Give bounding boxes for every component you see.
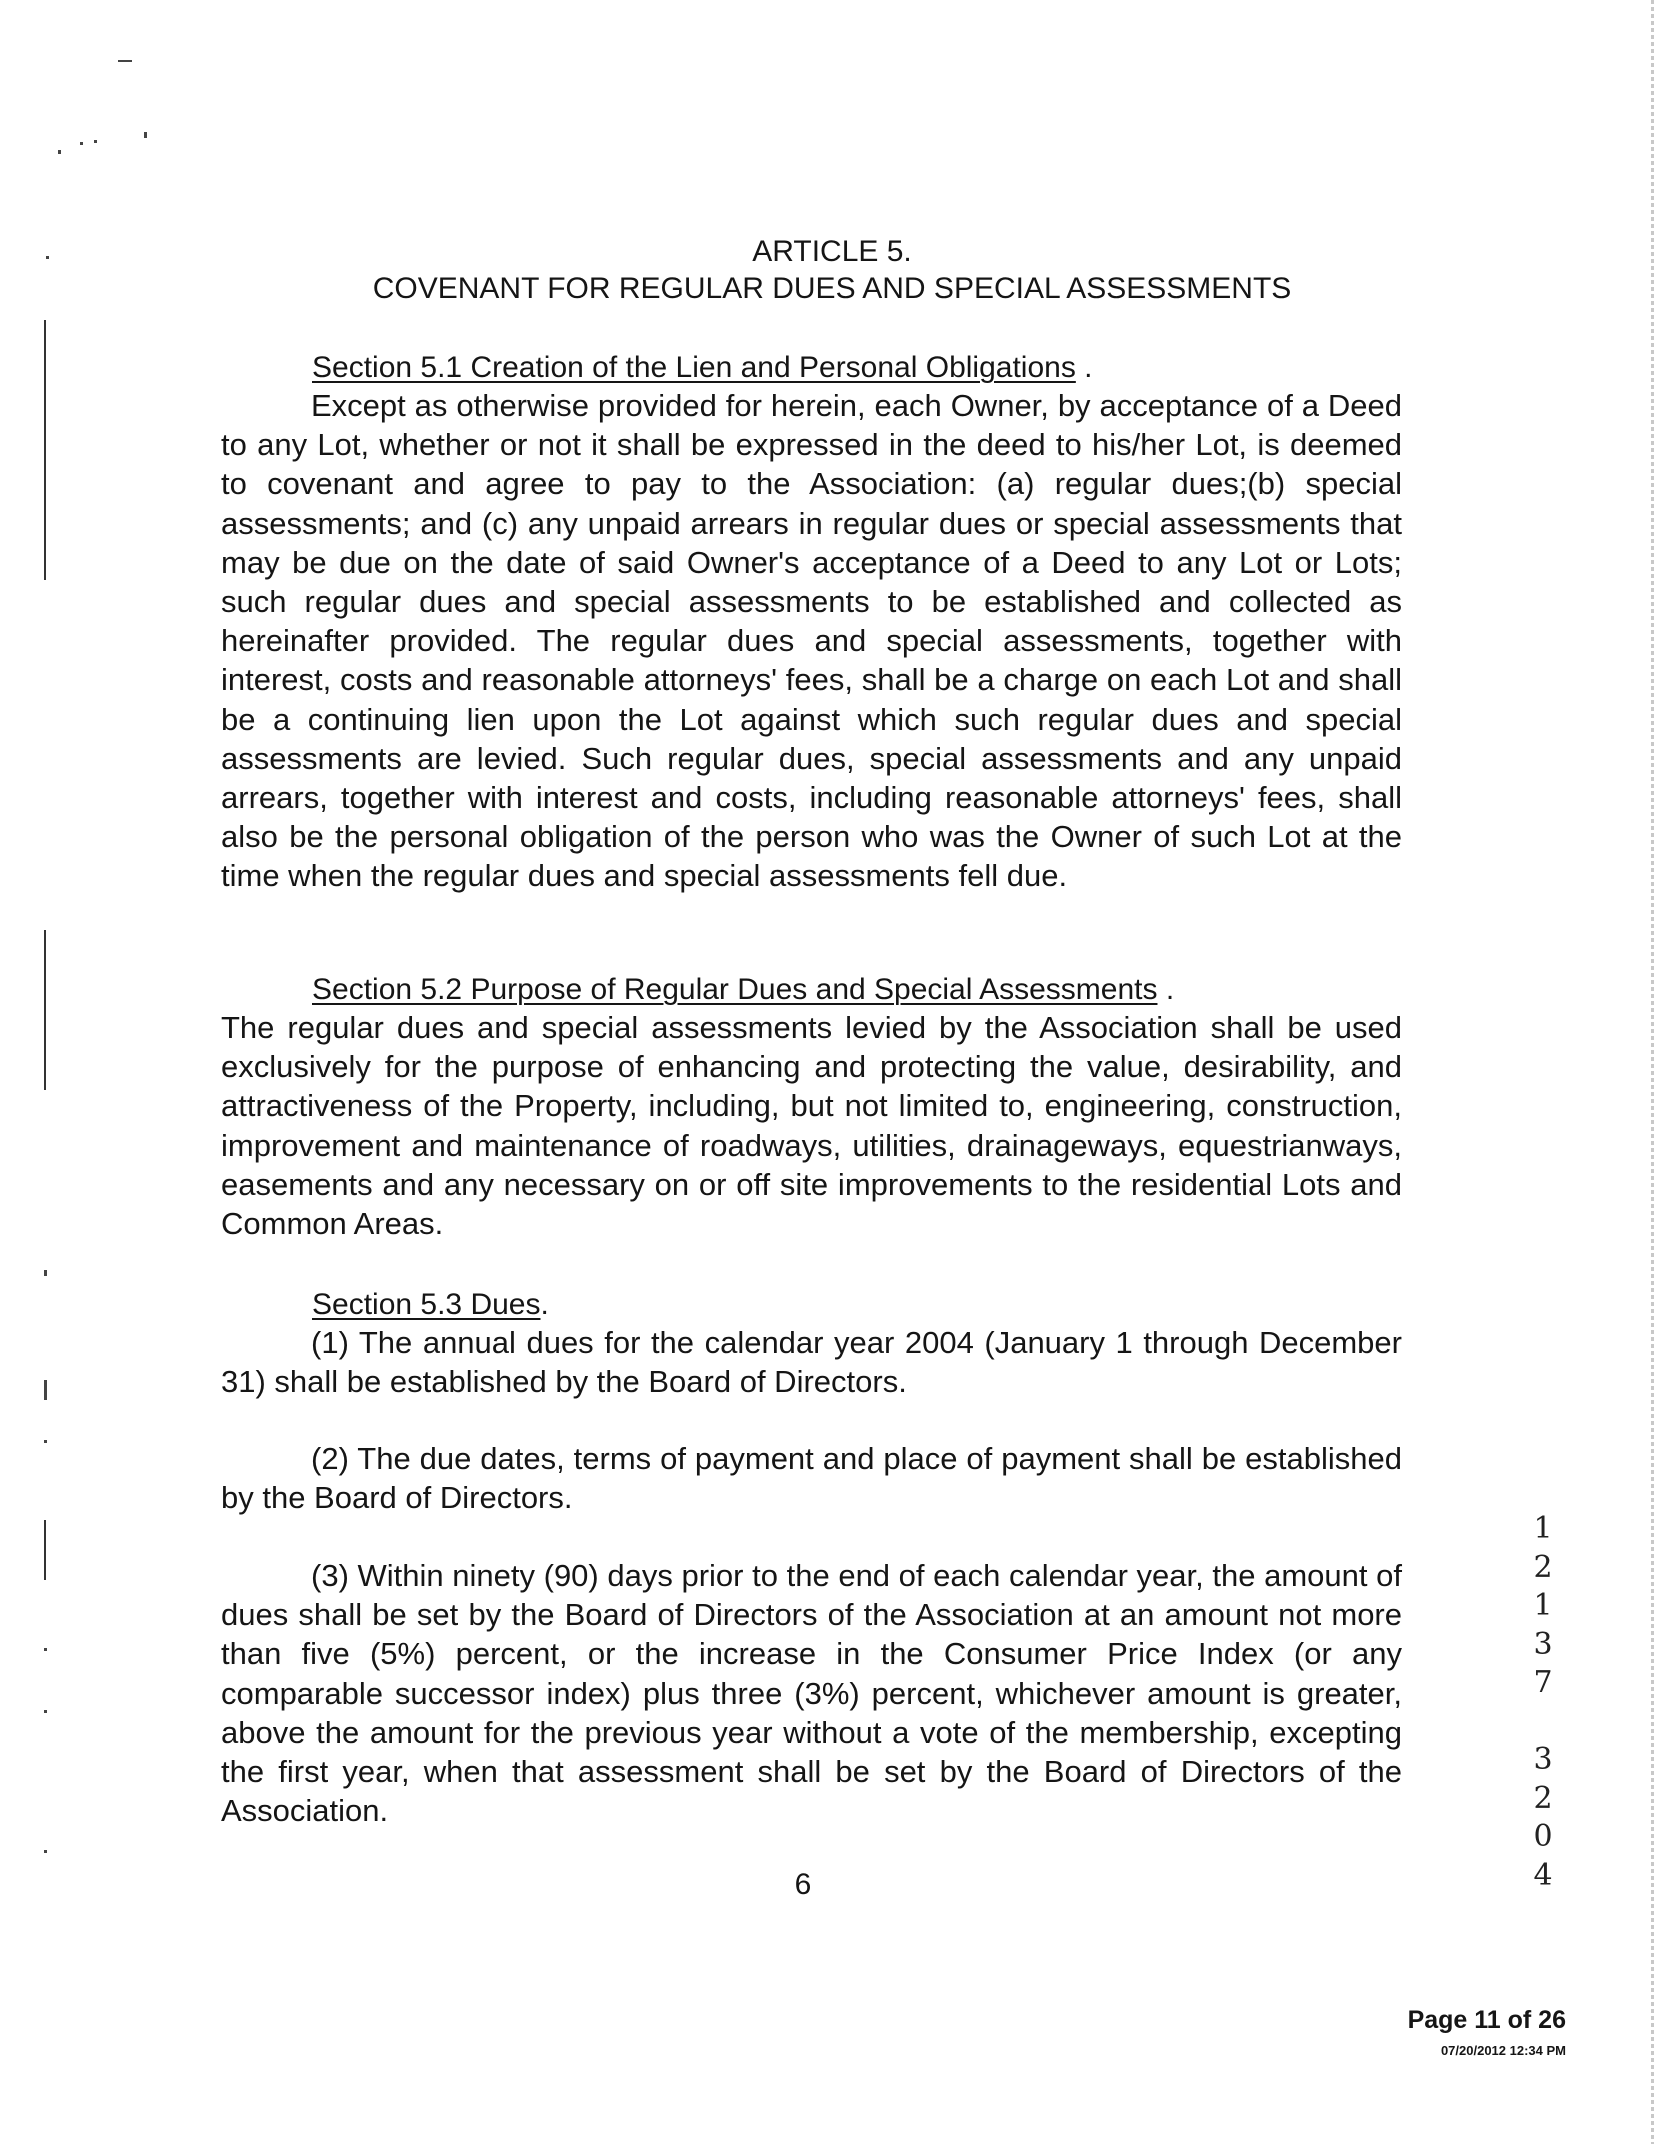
scan-speck xyxy=(94,140,97,143)
stamp-digit: 4 xyxy=(1533,1857,1553,1893)
section-5-3-item-3-text: (3) Within ninety (90) days prior to the end of each calendar year, the amount of dues shall be set by the Board of Directors of the Association at an amount not more than five (5%) percent, or the increase in the Consumer Price Index (or any comparable successor index) plus three (3%) percent, whichever amount is greater, above the amount for the previous year without a vote of the membership, excepting the first year, when that assessment shall be set by the Board of Directors of the Association. xyxy=(221,1558,1402,1829)
section-5-3-heading-text: Section 5.3 Dues xyxy=(312,1288,541,1321)
stamp-digit: 7 xyxy=(1533,1665,1553,1700)
section-5-3-item-2 xyxy=(221,1439,1402,1517)
section-5-2-heading-end: . xyxy=(1157,973,1175,1006)
scan-speck xyxy=(144,132,147,138)
stamp-digit: 0 xyxy=(1533,1819,1553,1854)
section-5-3-item-1 xyxy=(221,1323,1402,1401)
recording-timestamp: 07/20/2012 12:34 PM xyxy=(1440,2043,1566,2058)
stamp-gap xyxy=(1528,1703,1558,1742)
section-5-2-heading xyxy=(312,972,1174,1008)
section-5-1-heading-end: . xyxy=(1075,351,1093,384)
scan-speck xyxy=(44,1710,47,1713)
section-5-3-heading-end: . xyxy=(540,1288,549,1321)
scan-speck xyxy=(58,150,61,154)
section-5-1-heading-text: Section 5.1 Creation of the Lien and Personal Obligations xyxy=(312,351,1076,384)
scan-speck xyxy=(44,1380,47,1400)
article-number: ARTICLE 5. xyxy=(752,235,912,268)
scan-speck xyxy=(44,1850,47,1853)
stamp-digit: 2 xyxy=(1533,1549,1553,1585)
section-5-2-heading-text: Section 5.2 Purpose of Regular Dues and Special Assessments xyxy=(312,973,1158,1006)
stamp-digit: 3 xyxy=(1533,1626,1553,1662)
page-of-count: Page 11 of 26 xyxy=(1407,2006,1566,2034)
article-title: COVENANT FOR REGULAR DUES AND SPECIAL ASSESSMENTS xyxy=(372,272,1292,305)
section-5-3-item-3 xyxy=(221,1556,1402,1830)
scan-speck xyxy=(80,142,83,145)
page-number: 6 xyxy=(794,1868,812,1901)
scan-speck xyxy=(44,1440,47,1443)
stamp-digit: 1 xyxy=(1533,1588,1553,1623)
margin-bar xyxy=(44,320,46,580)
margin-bar xyxy=(44,1520,46,1580)
scan-speck xyxy=(118,60,132,62)
section-5-3-heading xyxy=(312,1287,549,1323)
scan-edge-artifact xyxy=(1651,0,1654,2144)
margin-bar xyxy=(44,930,46,1090)
scan-speck xyxy=(44,1648,47,1651)
recording-stamp xyxy=(1528,1510,1558,1895)
section-5-3-item-2-text: (2) The due dates, terms of payment and place of payment shall be established by the Board of Directors. xyxy=(221,1441,1402,1516)
section-5-2-body: The regular dues and special assessments levied by the Association shall be used exclusively for the purpose of enhancing and protecting the value, desirability, and attractiveness of the Property, including, but not limited to, engineering, construction, improvement and maintenance of roadways, utilities, drainageways, equestrianways, easements and any necessary on or off site improvements to the residential Lots and Common Areas. xyxy=(221,1010,1402,1242)
stamp-digit: 3 xyxy=(1533,1742,1553,1777)
section-5-1-body-text: Except as otherwise provided for herein, each Owner, by acceptance of a Deed to any Lot, whether or not it shall be expressed in the deed to his/her Lot, is deemed to covenant and agree to pay to the Association: (a) regular dues;(b) special assessments; and (c) any unpaid arrears in regular dues or special assessments that may be due on the date of said Owner's acceptance of a Deed to any Lot or Lots; such regular dues and special assessments to be established and collected as hereinafter provided. The regular dues and special assessments, together with interest, costs and reasonable attorneys' fees, shall be a charge on each Lot and shall be a continuing lien upon the Lot against which such regular dues and special assessments are levied. Such regular dues, special assessments and any unpaid arrears, together with interest and costs, including reasonable attorneys' fees, shall also be the personal obligation of the person who was the Owner of such Lot at the time when the regular dues and special assessments fell due. xyxy=(221,388,1402,894)
stamp-digit: 2 xyxy=(1533,1780,1553,1816)
section-5-1-heading xyxy=(312,350,1093,386)
stamp-digit: 1 xyxy=(1533,1511,1553,1546)
section-5-3-item-1-text: (1) The annual dues for the calendar year 2004 (January 1 through December 31) shall be established by the Board of Directors. xyxy=(221,1325,1402,1400)
section-5-1-body xyxy=(221,386,1402,896)
scan-speck xyxy=(44,1270,47,1276)
